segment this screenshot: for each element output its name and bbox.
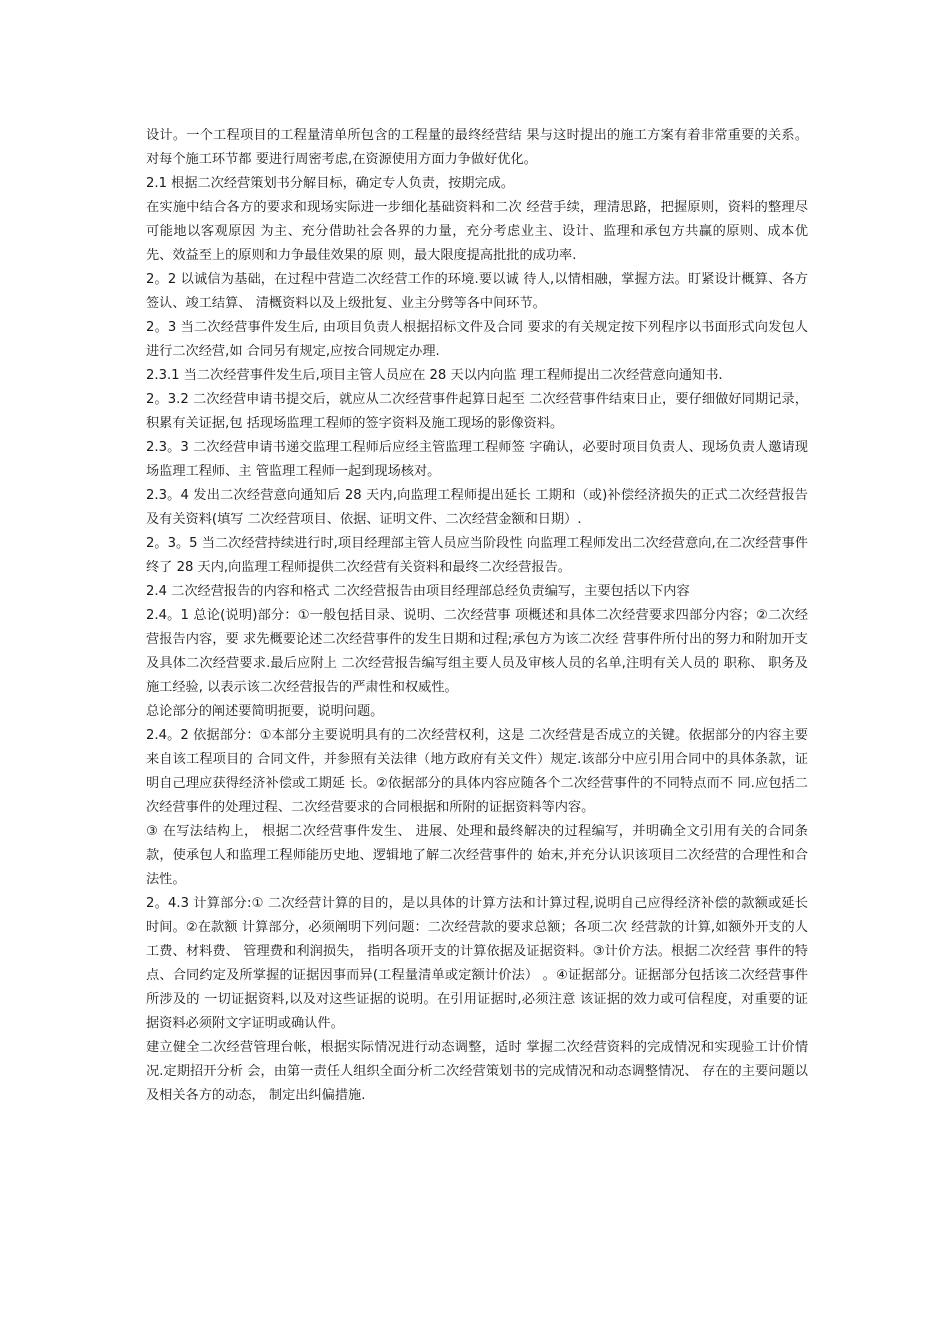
document-body [146, 124, 808, 1108]
section-2-1-heading: 2.1 根据二次经营策划书分解目标，确定专人负责，按期完成。 [146, 176, 515, 191]
section-2-3-4: 2.3。4 发出二次经营意向通知后 28 天内,向监理工程师提出延长 工期和（或)补偿经济损失的正式二次经营报告及有关资料(填写 二次经营项目、依据、证明文件、二次经营金额和日期）. [146, 488, 808, 527]
paragraph-writing-structure: ③ 在写法结构上， 根据二次经营事件发生、 进展、处理和最终解决的过程编写，并明确全文引用有关的合同条 款，使承包人和监理工程师能历史地、逻辑地了解二次经营事件的 始末,并充分认识该项目二次经营的合理性和合法性。 [146, 824, 808, 887]
section-2-3-2: 2。3.2 二次经营申请书提交后，就应从二次经营事件起算日起至 二次经营事件结束日止，要仔细做好同期记录，积累有关证据,包 括现场监理工程师的签字资料及施工现场的影像资料。 [146, 392, 808, 431]
section-2-3-1: 2.3.1 当二次经营事件发生后,项目主管人员应在 28 天以内向监 理工程师提出二次经营意向通知书. [146, 368, 723, 383]
section-2-4-2: 2.4。2 依据部分：①本部分主要说明具有的二次经营权利，这是 二次经营是否成立的关键。依据部分的内容主要来自该工程项目的 合同文件，并参照有关法律（地方政府有关文件）规定.该部分中应引用合同中的具体条款，证明自己理应获得经济补偿或工期延 长。②依据部分的具体内容应随各个二次经营事件的不同特点而不 同.应包括二次经营事件的处理过程、二次经营要求的合同根据和所附的证据资料等内容。 [146, 728, 808, 815]
section-2-2: 2。2 以诚信为基础，在过程中营造二次经营工作的环境.要以诚 待人,以情相融，掌握方法。盯紧设计概算、各方签认、竣工结算、 清概资料以及上级批复、业主分劈等各中间环节。 [146, 272, 808, 311]
paragraph-optimization: 设计。一个工程项目的工程量清单所包含的工程量的最终经营结 果与这时提出的施工方案有着非常重要的关系。对每个施工环节都 要进行周密考虑,在资源使用方面力争做好优化。 [146, 128, 808, 167]
section-2-3-3: 2.3。3 二次经营申请书递交监理工程师后应经主管监理工程师签 字确认，必要时项目负责人、现场负责人邀请现场监理工程师、主 管监理工程师一起到现场核对。 [146, 440, 808, 479]
section-2-4: 2.4 二次经营报告的内容和格式 二次经营报告由项目经理部总经负责编写，主要包括以下内容 [146, 584, 690, 599]
paragraph-ledger: 建立健全二次经营管理台帐，根据实际情况进行动态调整，适时 掌握二次经营资料的完成情况和实现验工计价情况.定期招开分析 会，由第一责任人组织全面分析二次经营策划书的完成情况和动态调整情况、 存在的主要问题以及相关各方的动态， 制定出纠偏措施. [146, 1040, 808, 1103]
section-2-4-1: 2.4。1 总论(说明)部分：①一般包括目录、说明、二次经营事 项概述和具体二次经营要求四部分内容；②二次经营报告内容，要 求先概要论述二次经营事件的发生日期和过程;承包方为该二次经 营事件所付出的努力和附加开支及具体二次经营要求.最后应附上 二次经营报告编写组主要人员及审核人员的名单,注明有关人员的 职称、 职务及施工经验, 以表示该二次经营报告的严肃性和权威性。 [146, 608, 808, 695]
section-2-3-5: 2。3。5 当二次经营持续进行时,项目经理部主管人员应当阶段性 向监理工程师发出二次经营意向,在二次经营事件终了 28 天内,向监理工程师提供二次经营有关资料和最终二次经营报告。 [146, 536, 808, 575]
section-2-4-3: 2。4.3 计算部分:① 二次经营计算的目的，是以具体的计算方法和计算过程,说明自己应得经济补偿的款额或延长时间。②在款额 计算部分，必须阐明下列问题：二次经营款的要求总额；各项二次 经营款的计算,如额外开支的人工费、材料费、 管理费和利润损失， 指明各项开支的计算依据及证据资料。③计价方法。根据二次经营 事件的特点、合同约定及所掌握的证据因事而异(工程量清单或定额计价法） 。④证据部分。证据部分包括该二次经营事件所涉及的 一切证据资料,以及对这些证据的说明。在引用证据时,必须注意 该证据的效力或可信程度，对重要的证据资料必须附文字证明或确认件。 [146, 896, 808, 1031]
summary-note: 总论部分的阐述要简明扼要，说明问题。 [146, 704, 384, 719]
section-2-3: 2。3 当二次经营事件发生后, 由项目负责人根据招标文件及合同 要求的有关规定按下列程序以书面形式向发包人进行二次经营,如 合同另有规定,应按合同规定办理. [146, 320, 808, 359]
paragraph-implementation: 在实施中结合各方的要求和现场实际进一步细化基础资料和二次 经营手续，理清思路，把握原则，资料的整理尽可能地以客观原因 为主、充分借助社会各界的力量，充分考虑业主、设计、监理和承包方共赢的原则、成本优先、效益至上的原则和力争最佳效果的原 则，最大限度提高批批的成功率. [146, 200, 809, 263]
